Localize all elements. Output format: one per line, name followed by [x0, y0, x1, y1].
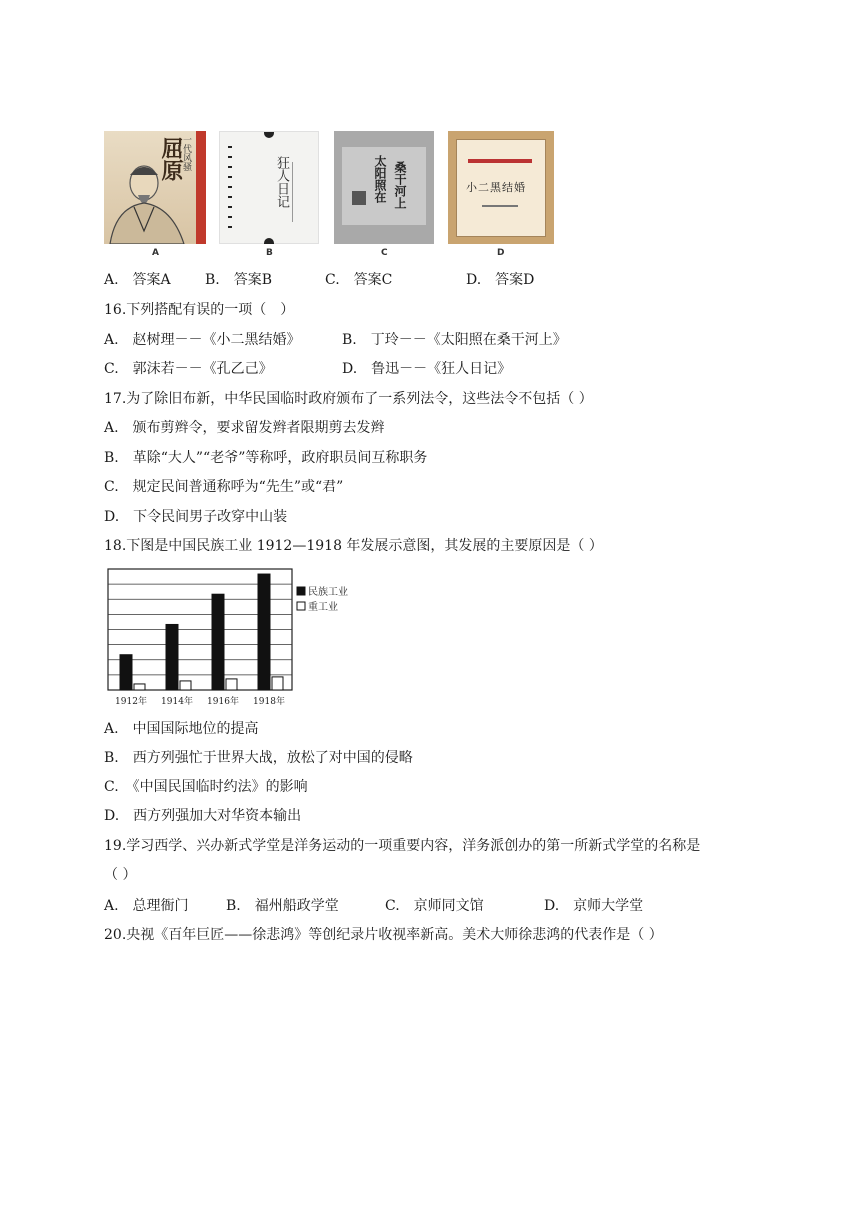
q17-option-b[interactable]: B. 革除“大人”“老爷”等称呼，政府职员间互称职务	[104, 450, 428, 466]
cover-a-side-strip	[196, 131, 206, 244]
q17-option-d[interactable]: D. 下令民间男子改穿中山装	[104, 509, 288, 525]
bar-民族工业-1916年	[212, 594, 224, 690]
cover-d-dots	[482, 205, 518, 207]
chart-tick-labels	[115, 695, 285, 707]
cover-b-dash-rail	[228, 146, 232, 232]
cover-c	[334, 131, 434, 244]
q17-stem: 17.为了除旧布新，中华民国临时政府颁布了一系列法令，这些法令不包括（ ）	[104, 391, 593, 407]
q20-stem: 20.央视《百年巨匠——徐悲鸿》等创纪录片收视率新高。美术大师徐悲鸿的代表作是（ ）	[104, 927, 663, 943]
bar-民族工业-1918年	[258, 574, 270, 690]
cover-b	[219, 131, 319, 244]
cover-a-label: A	[152, 248, 159, 258]
cover-d-title: 小二黑结婚	[466, 181, 526, 194]
q19-option-a[interactable]: A. 总理衙门	[104, 898, 189, 914]
q15-option-c[interactable]: C. 答案C	[325, 272, 393, 288]
bar-重工业-1918年	[272, 677, 283, 690]
industry-bar-chart	[104, 563, 364, 711]
q18-option-c[interactable]: C. 《中国民国临时约法》的影响	[104, 779, 308, 795]
q17-option-c[interactable]: C. 规定民间普通称呼为“先生”或“君”	[104, 479, 344, 495]
legend-label: 民族工业	[308, 587, 348, 598]
cover-a-small-title: 一代风骚	[181, 135, 191, 171]
chart-bars	[120, 574, 283, 690]
q18-stem: 18.下图是中国民族工业 1912—1918 年发展示意图，其发展的主要原因是（ ）	[104, 538, 603, 554]
legend-swatch	[297, 587, 305, 595]
cover-a-title: 屈原	[158, 137, 184, 181]
q19-option-c[interactable]: C. 京师同文馆	[385, 898, 484, 914]
q18-option-a[interactable]: A. 中国国际地位的提高	[104, 721, 259, 737]
q16-option-c[interactable]: C. 郭沫若－－《孔乙己》	[104, 361, 273, 377]
bar-民族工业-1914年	[166, 624, 178, 690]
cover-c-title-1: 太阳照在	[373, 155, 387, 203]
tick-label: 1912年	[115, 697, 147, 707]
bar-重工业-1916年	[226, 679, 237, 690]
cover-b-top-mark	[264, 132, 274, 138]
cover-c-label: C	[381, 248, 388, 258]
bar-重工业-1914年	[180, 681, 191, 690]
q15-option-b[interactable]: B. 答案B	[205, 272, 273, 288]
q15-option-a[interactable]: A. 答案A	[104, 272, 171, 288]
cover-d	[448, 131, 554, 244]
cover-a-portrait	[104, 161, 196, 244]
q16-option-a[interactable]: A. 赵树理－－《小二黑结婚》	[104, 332, 301, 348]
cover-b-label: B	[266, 248, 273, 258]
cover-c-mark	[352, 191, 366, 205]
cover-b-title: 狂人日记	[274, 156, 289, 208]
legend-swatch	[297, 602, 305, 610]
q18-option-d[interactable]: D. 西方列强加大对华资本输出	[104, 808, 302, 824]
tick-label: 1916年	[207, 697, 239, 707]
legend-label: 重工业	[308, 602, 338, 613]
q16-option-b[interactable]: B. 丁玲－－《太阳照在桑干河上》	[342, 332, 567, 348]
q19-stem-paren: （ ）	[104, 867, 137, 883]
tick-label: 1918年	[253, 697, 285, 707]
q15-option-d[interactable]: D. 答案D	[466, 272, 535, 288]
cover-a	[104, 131, 206, 244]
cover-b-thin-line	[292, 162, 293, 222]
q19-stem: 19.学习西学、兴办新式学堂是洋务运动的一项重要内容，洋务派创办的第一所新式学堂的名称是	[104, 838, 701, 854]
q19-option-d[interactable]: D. 京师大学堂	[544, 898, 644, 914]
bar-民族工业-1912年	[120, 655, 132, 690]
cover-c-title-2: 桑干河上	[393, 161, 407, 209]
cover-d-label: D	[497, 248, 505, 258]
q16-option-d[interactable]: D. 鲁迅－－《狂人日记》	[342, 361, 512, 377]
chart-legend	[297, 585, 348, 613]
cover-b-bottom-mark	[264, 238, 274, 244]
tick-label: 1914年	[161, 697, 193, 707]
q18-option-b[interactable]: B. 西方列强忙于世界大战，放松了对中国的侵略	[104, 750, 413, 766]
cover-d-header-strip	[468, 159, 532, 163]
bar-重工业-1912年	[134, 684, 145, 690]
q16-stem: 16.下列搭配有误的一项（ ）	[104, 302, 295, 318]
q19-option-b[interactable]: B. 福州船政学堂	[226, 898, 339, 914]
q17-option-a[interactable]: A. 颁布剪辫令，要求留发辫者限期剪去发辫	[104, 420, 385, 436]
